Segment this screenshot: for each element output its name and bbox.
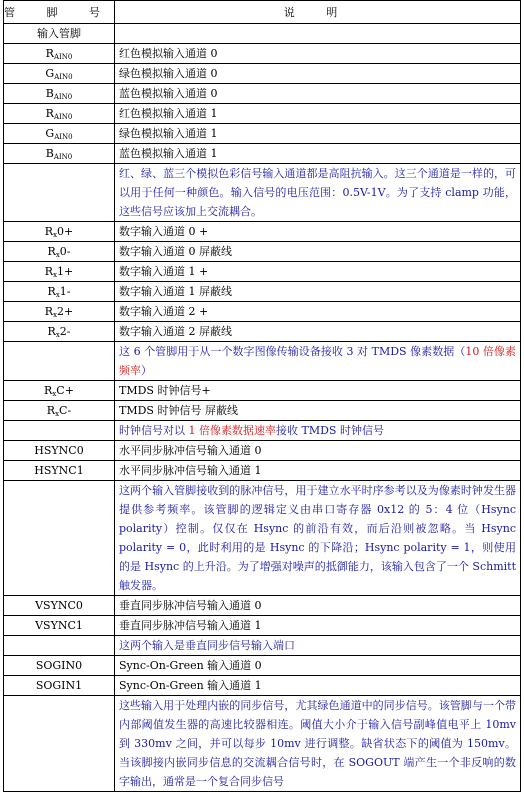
pin-name: $R_xC+$	[4, 381, 115, 401]
table-row	[4, 596, 521, 616]
note-row	[4, 696, 521, 792]
note-row	[4, 164, 521, 222]
pin-desc: 数字输入通道 1 屏蔽线	[115, 282, 521, 302]
note-row	[4, 636, 521, 656]
pin-name: VSYNC1	[4, 616, 115, 636]
pin-name: VSYNC0	[4, 596, 115, 616]
pin-name: SOGIN0	[4, 656, 115, 676]
table-row	[4, 222, 521, 242]
pin-desc: 绿色模拟输入通道 1	[115, 124, 521, 144]
pin-name: $R_xC-$	[4, 401, 115, 421]
table-row	[4, 44, 521, 64]
pin-name: SOGIN1	[4, 676, 115, 696]
pin-desc: TMDS 时钟信号 屏蔽线	[115, 401, 521, 421]
pin-name: $B_{AIN0}$	[4, 144, 115, 164]
pin-desc: 绿色模拟输入通道 0	[115, 64, 521, 84]
pin-name: $R_x1-$	[4, 282, 115, 302]
pin-desc: 数字输入通道 0 +	[115, 222, 521, 242]
table-row	[4, 441, 521, 461]
pin-name: $R_x1+$	[4, 262, 115, 282]
pin-desc: TMDS 时钟信号+	[115, 381, 521, 401]
note-hsync: 这两个输入管脚接收到的脉冲信号，用于建立水平时序参考以及为像素时钟发生器提供参考频率。该管脚的逻辑定义由串口寄存器 0x12 的 5：4 位（Hsync polarity）控制。仅仅在 Hsync 的前沿有效，而后沿则被忽略。当 Hsync polarity = 0，此时利用的是 Hsync 的下降沿；Hsync polarity = 1，则使用的是 Hsync 的上升沿。为了增强对噪声的抵御能力，该输入包含了一个 Schmitt 触发器。	[115, 481, 521, 596]
pin-desc: 数字输入通道 0 屏蔽线	[115, 242, 521, 262]
table-row	[4, 242, 521, 262]
note-clk: 时钟信号对以 1 倍像素数据速率接收 TMDS 时钟信号	[115, 421, 521, 441]
pin-desc: 红色模拟输入通道 0	[115, 44, 521, 64]
table-row	[4, 461, 521, 481]
pin-desc: Sync-On-Green 输入通道 0	[115, 656, 521, 676]
header-pin: 管 脚 号	[4, 1, 115, 24]
table-row	[4, 616, 521, 636]
table-row	[4, 656, 521, 676]
pin-name: $R_x0+$	[4, 222, 115, 242]
pin-description-table	[3, 0, 521, 792]
table-row	[4, 676, 521, 696]
header-desc: 说 明	[115, 1, 521, 24]
pin-name: $R_x0-$	[4, 242, 115, 262]
section-row	[4, 24, 521, 44]
pin-name: $B_{AIN0}$	[4, 84, 115, 104]
note-vsync: 这两个输入是垂直同步信号输入端口	[115, 636, 521, 656]
pin-desc: 红色模拟输入通道 1	[115, 104, 521, 124]
pin-desc: 数字输入通道 2 +	[115, 302, 521, 322]
pin-desc: 水平同步脉冲信号输入通道 0	[115, 441, 521, 461]
note-row	[4, 342, 521, 381]
table-row	[4, 282, 521, 302]
table-row	[4, 124, 521, 144]
pin-desc: 数字输入通道 2 屏蔽线	[115, 322, 521, 342]
table-row	[4, 104, 521, 124]
table-header-row	[4, 1, 521, 24]
table-row	[4, 64, 521, 84]
pin-desc: 数字输入通道 1 +	[115, 262, 521, 282]
note-row	[4, 481, 521, 596]
pin-name: $G_{AIN0}$	[4, 64, 115, 84]
pin-name: $R_{AIN0}$	[4, 44, 115, 64]
section-label: 输入管脚	[4, 24, 115, 44]
table-row	[4, 322, 521, 342]
pin-desc: 水平同步脉冲信号输入通道 1	[115, 461, 521, 481]
note-row	[4, 421, 521, 441]
note-sogin: 这些输入用于处理内嵌的同步信号，尤其绿色通道中的同步信号。该管脚与一个带内部阈值发生器的高速比较器相连。阈值大小介于输入信号副峰值电平上 10mv 到 330mv 之间，并可以每步 10mv 进行调整。缺省状态下的阈值为 150mv。当该脚接内嵌同步信息的交流耦合信号时，在 SOGOUT 端产生一个非反响的数字输出，通常是一个复合同步信号	[115, 696, 521, 792]
table-row	[4, 262, 521, 282]
pin-name: HSYNC0	[4, 441, 115, 461]
pin-name: $R_x2-$	[4, 322, 115, 342]
pin-name: HSYNC1	[4, 461, 115, 481]
table-row	[4, 381, 521, 401]
pin-name: $R_x2+$	[4, 302, 115, 322]
pin-name: $R_{AIN0}$	[4, 104, 115, 124]
pin-desc: 垂直同步脉冲信号输入通道 1	[115, 616, 521, 636]
note-rgb: 红、绿、蓝三个模拟色彩信号输入通道都是高阻抗输入。这三个通道是一样的，可以用于任何一种颜色。输入信号的电压范围：0.5V-1V。为了支持 clamp 功能，这些信号应该加上交流耦合。	[115, 164, 521, 222]
table-row	[4, 302, 521, 322]
pin-desc: 垂直同步脉冲信号输入通道 0	[115, 596, 521, 616]
pin-name: $G_{AIN0}$	[4, 124, 115, 144]
pin-desc: 蓝色模拟输入通道 1	[115, 144, 521, 164]
table-row	[4, 401, 521, 421]
pin-desc: Sync-On-Green 输入通道 1	[115, 676, 521, 696]
table-row	[4, 84, 521, 104]
note-rx: 这 6 个管脚用于从一个数字图像传输设备接收 3 对 TMDS 像素数据（10 倍像素频率）	[115, 342, 521, 381]
table-row	[4, 144, 521, 164]
pin-desc: 蓝色模拟输入通道 0	[115, 84, 521, 104]
